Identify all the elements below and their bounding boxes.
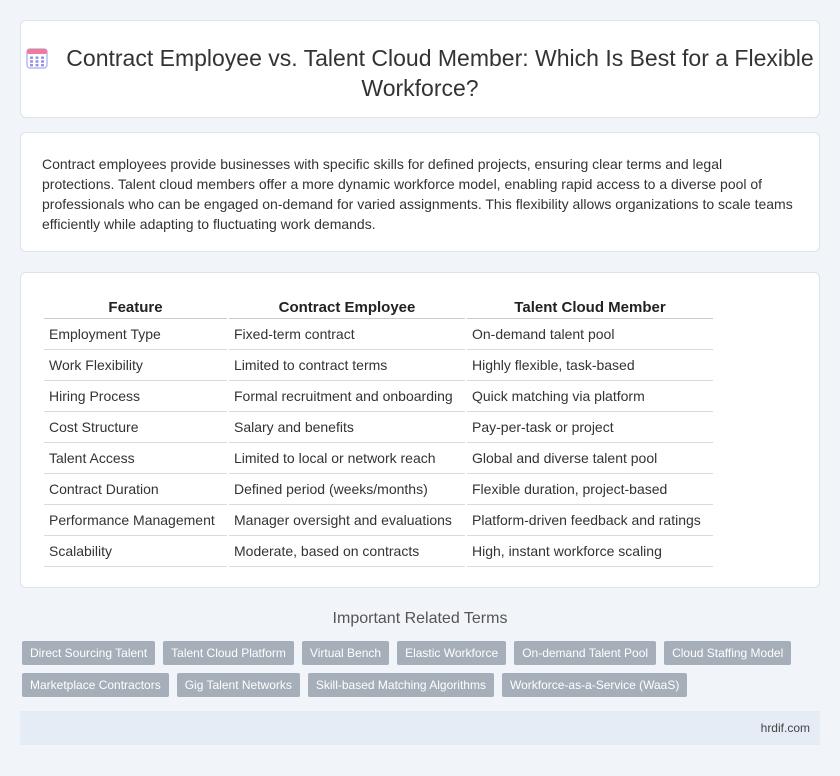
intro-card [20, 132, 820, 252]
table-row [44, 412, 713, 443]
cell-feature: Talent Access [44, 443, 227, 474]
tag-direct-sourcing-talent[interactable]: Direct Sourcing Talent [22, 641, 155, 665]
footer-site-link[interactable]: hrdif.com [760, 721, 810, 735]
tag-cloud-staffing-model[interactable]: Cloud Staffing Model [664, 641, 791, 665]
tag-marketplace-contractors[interactable]: Marketplace Contractors [22, 673, 169, 697]
cell-feature: Hiring Process [44, 381, 227, 412]
cell-contract: Formal recruitment and onboarding [229, 381, 465, 412]
tag-elastic-workforce[interactable]: Elastic Workforce [397, 641, 506, 665]
table-row [44, 474, 713, 505]
table-row [44, 443, 713, 474]
header-talent-cloud-member: Talent Cloud Member [467, 297, 713, 319]
title-card [20, 20, 820, 118]
comparison-card [20, 272, 820, 588]
tag-virtual-bench[interactable]: Virtual Bench [302, 641, 389, 665]
cell-talent-cloud: On-demand talent pool [467, 319, 713, 350]
tag-skill-based-matching-algorithms[interactable]: Skill-based Matching Algorithms [308, 673, 494, 697]
related-terms-list [22, 641, 812, 697]
table-row [44, 536, 713, 567]
intro-paragraph: Contract employees provide businesses with specific skills for defined projects, ensuring clear terms and legal protections. Talent cloud members offer a more dynamic workforce model, enabling rapid access to a diverse pool of professionals who can be engaged on-demand for varied assignments. This flexibility allows organizations to scale teams efficiently while adapting to fluctuating work demands. [42, 156, 793, 232]
table-row [44, 505, 713, 536]
cell-talent-cloud: Pay-per-task or project [467, 412, 713, 443]
cell-talent-cloud: Global and diverse talent pool [467, 443, 713, 474]
cell-feature: Scalability [44, 536, 227, 567]
header-feature: Feature [44, 297, 227, 319]
cell-talent-cloud: Platform-driven feedback and ratings [467, 505, 713, 536]
cell-talent-cloud: Flexible duration, project-based [467, 474, 713, 505]
tag-workforce-as-a-service[interactable]: Workforce-as-a-Service (WaaS) [502, 673, 687, 697]
calendar-icon [26, 47, 46, 67]
table-header-row [44, 297, 713, 319]
table-row [44, 350, 713, 381]
comparison-table [42, 297, 715, 567]
cell-contract: Limited to contract terms [229, 350, 465, 381]
cell-feature: Cost Structure [44, 412, 227, 443]
cell-feature: Contract Duration [44, 474, 227, 505]
cell-contract: Defined period (weeks/months) [229, 474, 465, 505]
cell-contract: Limited to local or network reach [229, 443, 465, 474]
cell-feature: Performance Management [44, 505, 227, 536]
table-row [44, 319, 713, 350]
table-row [44, 381, 713, 412]
cell-talent-cloud: Highly flexible, task-based [467, 350, 713, 381]
cell-talent-cloud: High, instant workforce scaling [467, 536, 713, 567]
header-contract-employee: Contract Employee [229, 297, 465, 319]
cell-contract: Manager oversight and evaluations [229, 505, 465, 536]
cell-talent-cloud: Quick matching via platform [467, 381, 713, 412]
related-terms-title: Important Related Terms [332, 610, 508, 627]
cell-contract: Fixed-term contract [229, 319, 465, 350]
cell-feature: Employment Type [44, 319, 227, 350]
page-title-row [21, 43, 819, 103]
footer [20, 711, 820, 745]
tag-gig-talent-networks[interactable]: Gig Talent Networks [177, 673, 300, 697]
cell-contract: Salary and benefits [229, 412, 465, 443]
tag-talent-cloud-platform[interactable]: Talent Cloud Platform [163, 641, 294, 665]
cell-feature: Work Flexibility [44, 350, 227, 381]
cell-contract: Moderate, based on contracts [229, 536, 465, 567]
page-title: Contract Employee vs. Talent Cloud Member: Which Is Best for a Flexible Workforce? [66, 45, 814, 101]
tag-on-demand-talent-pool[interactable]: On-demand Talent Pool [514, 641, 656, 665]
